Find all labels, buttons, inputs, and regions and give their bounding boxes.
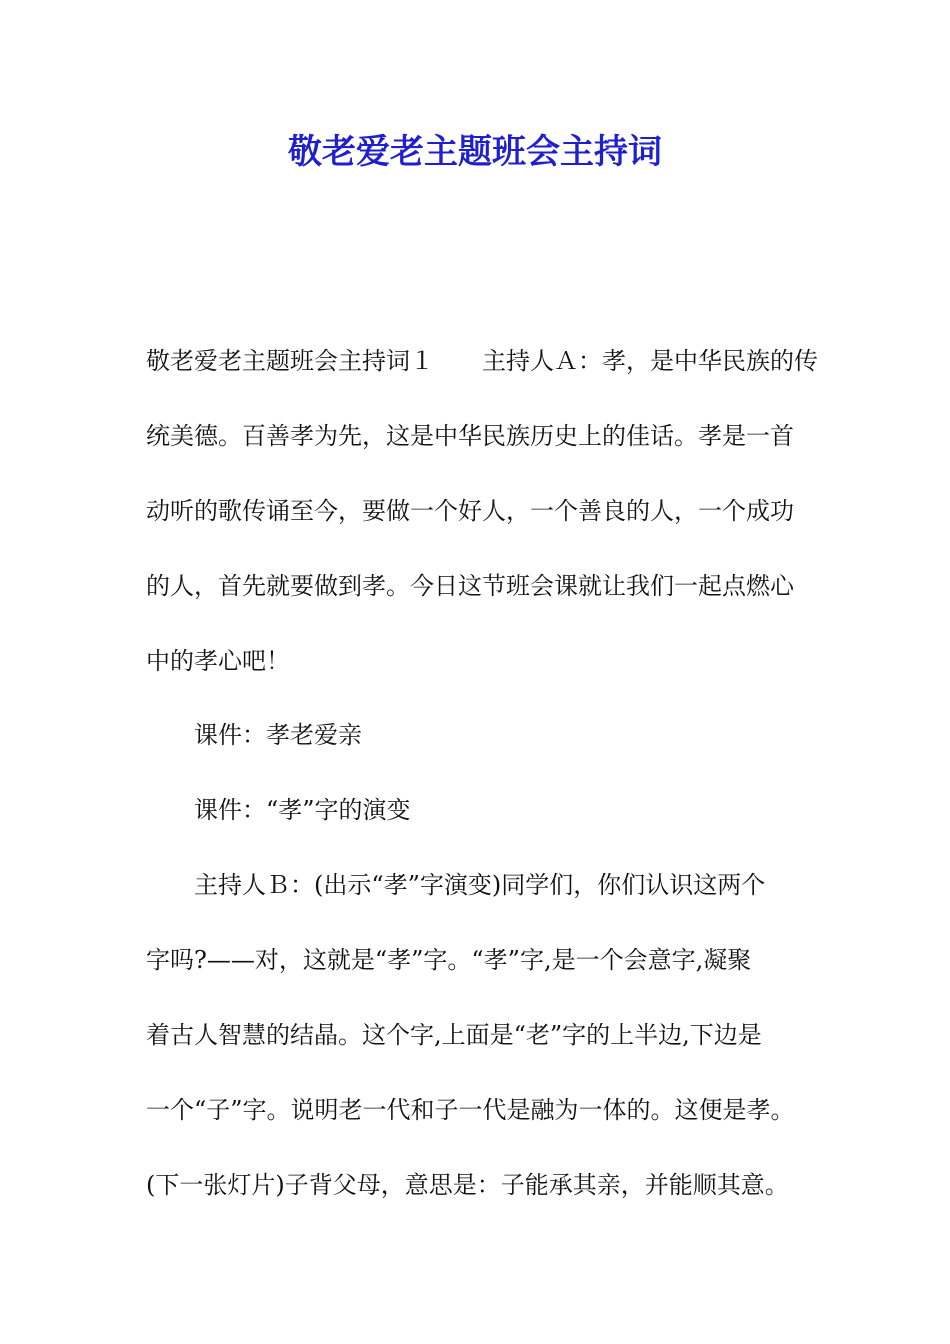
paragraph-line: 课件：“孝”字的演变: [194, 796, 411, 824]
paragraph-host-b: [146, 864, 816, 1164]
paragraph-line: 中的孝心吧！: [146, 647, 290, 675]
paragraph-courseware-1: [146, 714, 816, 789]
paragraph-intro: [146, 340, 816, 715]
paragraph-line: (下一张灯片)子背父母，意思是：子能承其亲，并能顺其意。: [146, 1171, 789, 1199]
paragraph-line: 一个“子”字。说明老一代和子一代是融为一体的。这便是孝。: [146, 1096, 795, 1124]
paragraph-line: 动听的歌传诵至今，要做一个好人，一个善良的人，一个成功: [146, 497, 794, 525]
paragraph-line: 的人，首先就要做到孝。今日这节班会课就让我们一起点燃心: [146, 572, 794, 600]
paragraph-next-slide: [146, 1164, 816, 1239]
paragraph-line: 主持人Ｂ：(出示“孝”字演变)同学们，你们认识这两个: [194, 871, 766, 899]
paragraph-line: 课件：孝老爱亲: [194, 721, 362, 749]
paragraph-line: 统美德。百善孝为先，这是中华民族历史上的佳话。孝是一首: [146, 422, 794, 450]
paragraph-line: 着古人智慧的结晶。这个字,上面是“老”字的上半边,下边是: [146, 1021, 762, 1049]
paragraph-line: 字吗?——对，这就是“孝”字。“孝”字,是一个会意字,凝聚: [146, 946, 752, 974]
document-title: 敬老爱老主题班会主持词: [288, 132, 662, 172]
paragraph-courseware-2: [146, 789, 816, 864]
paragraph-line: 敬老爱老主题班会主持词１ 主持人Ａ：孝，是中华民族的传: [146, 347, 818, 375]
